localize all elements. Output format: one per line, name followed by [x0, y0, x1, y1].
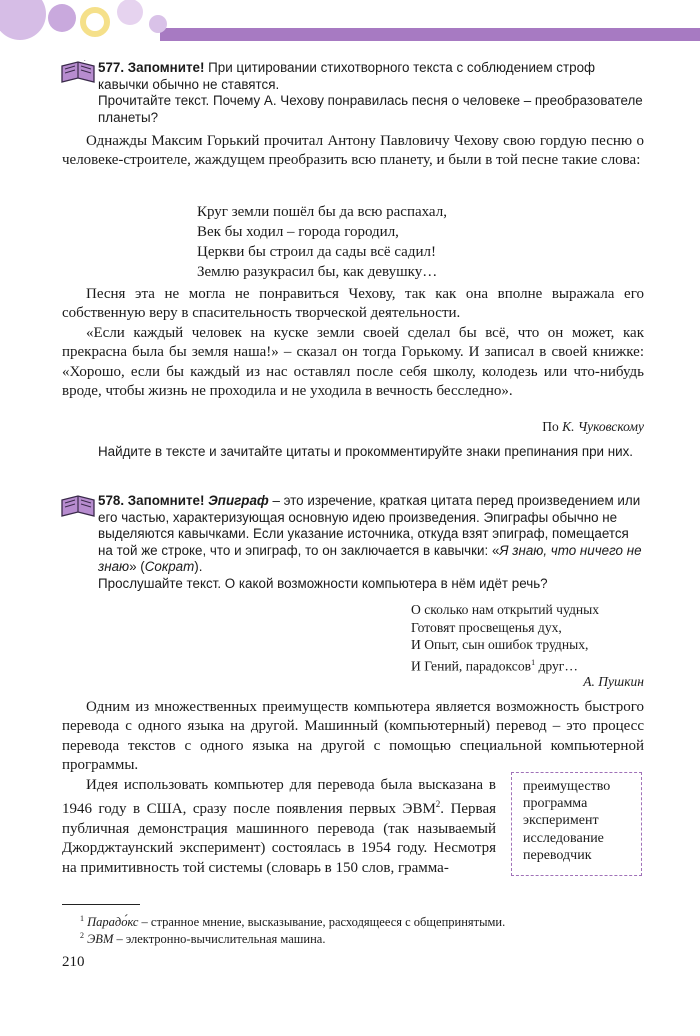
- text-577-intro: [62, 132, 644, 171]
- poem-line: Землю разукрасил бы, как девушку…: [197, 264, 438, 280]
- footnote-divider: [62, 904, 140, 905]
- deco-circle: [0, 0, 46, 40]
- poem-line: Церкви бы строил да сады всё садил!: [197, 244, 436, 260]
- text-578-para1: [62, 698, 644, 776]
- epigraph-line: О сколько нам открытий чудных: [411, 602, 600, 617]
- task-578: 578. Запомните! Эпиграф – это изречение, краткая цитата перед произведением или его частью, характеризующая основную идею произведения. Эпиграфы обычно не выделяются кавычками. Если указание источника, откуда взят эпиграф, помещается на той же строке, что и эпиграф, то он заключается в кавычки: «Я знаю, что ничего не знаю» (Сократ). Прослушайте текст. О какой возможности компьютера в нём идёт речь?: [98, 493, 644, 592]
- task-number: 578.: [98, 493, 125, 508]
- text-577-body: [62, 285, 644, 401]
- epigraph-author: А. Пушкин: [583, 674, 644, 689]
- book-icon: [60, 494, 96, 520]
- source-author: К. Чуковскому: [562, 419, 644, 434]
- epigraph: [411, 601, 599, 675]
- paragraph: Одним из множественных преимуществ компьютера является возможность быстрого перевода с одного языка на другой. Машинный (компьютерный) перевод – это процесс перевода текстов с одного языка на другой с помощью специальной компьютерной программы.: [62, 699, 644, 774]
- vocabulary-word: преимущество: [523, 779, 611, 794]
- epigraph-line: И Опыт, сын ошибок трудных,: [411, 637, 589, 653]
- page-number: 210: [62, 954, 85, 970]
- remember-label: Запомните!: [127, 60, 205, 75]
- header-decoration: [0, 0, 700, 45]
- vocabulary-word: программа: [523, 796, 588, 812]
- vocabulary-word: эксперимент: [523, 813, 599, 829]
- vocabulary-word: исследование: [523, 830, 604, 846]
- poem-line: Век бы ходил – города городил,: [197, 224, 399, 240]
- vocabulary-word: переводчик: [523, 847, 592, 863]
- task-577: [98, 60, 644, 126]
- epigraph-line: Готовят просвещенья дух,: [411, 619, 562, 635]
- term: Эпиграф: [208, 493, 269, 508]
- task-number: 577.: [98, 60, 125, 75]
- paragraph: «Если каждый человек на куске земли своей сделал бы всё, что он может, как прекрасна была бы земля наша!» – сказал он тогда Горькому. И записал в своей книжке: «Хорошо, если бы каждый из нас оставлял после себя школу, колодезь или что-нибудь вроде, чтобы жизнь не проходила и не уходила в вечность бесследно».: [62, 324, 644, 400]
- paragraph: Песня эта не могла не понравиться Чехову, так как она вполне выражала его собственную веру в спасительность творческой деятельности.: [62, 286, 644, 322]
- rule-text: При цитировании стихотворного текста с соблюдением строф кавычки обычно не ставятся.: [98, 60, 596, 92]
- deco-circle: [83, 10, 107, 34]
- task-instruction: Прочитайте текст. Почему А. Чехову понравилась песня о человеке – преобразователе планеты?: [98, 93, 643, 125]
- footnote: $^1$ Парадо́кс – странное мнение, высказывание, расходящееся с общепринятыми.: [80, 914, 506, 930]
- deco-circle: [48, 4, 76, 32]
- book-icon: [60, 60, 96, 86]
- source-attribution: По К. Чуковскому: [542, 419, 644, 434]
- header-band: [160, 28, 700, 41]
- remember-label: Запомните!: [127, 493, 205, 508]
- task-577-question: Найдите в тексте и зачитайте цитаты и прокомментируйте знаки препинания при них.: [98, 444, 634, 459]
- paragraph: Однажды Максим Горький прочитал Антону Павловичу Чехову свою гордую песню о человеке-строителе, жаждущем преобразить всю планету, и были в той песне такие слова:: [62, 133, 644, 169]
- task-instruction: Прослушайте текст. О какой возможности компьютера в нём идёт речь?: [98, 575, 548, 591]
- footnote: $^2$ ЭВМ – электронно-вычислительная машина.: [80, 931, 326, 947]
- text-578-para2: Идея использовать компьютер для перевода была высказана в 1946 году в США, сразу после появления первых ЭВМ$^2$. Первая публичная демонстрация машинного перевода (так называемый Джорджтаунский эксперимент) состоялась в 1954 году. Несмотря на примитивность той системы (словарь в 150 слов, грамма-: [62, 777, 496, 876]
- vocabulary-box: [511, 772, 642, 876]
- epigraph-line: И Гений, парадоксов$^1$ друг…: [411, 657, 578, 674]
- deco-circle: [149, 15, 167, 33]
- poem: [197, 202, 447, 282]
- poem-line: Круг земли пошёл бы да всю распахал,: [197, 204, 447, 220]
- deco-circle: [117, 0, 143, 25]
